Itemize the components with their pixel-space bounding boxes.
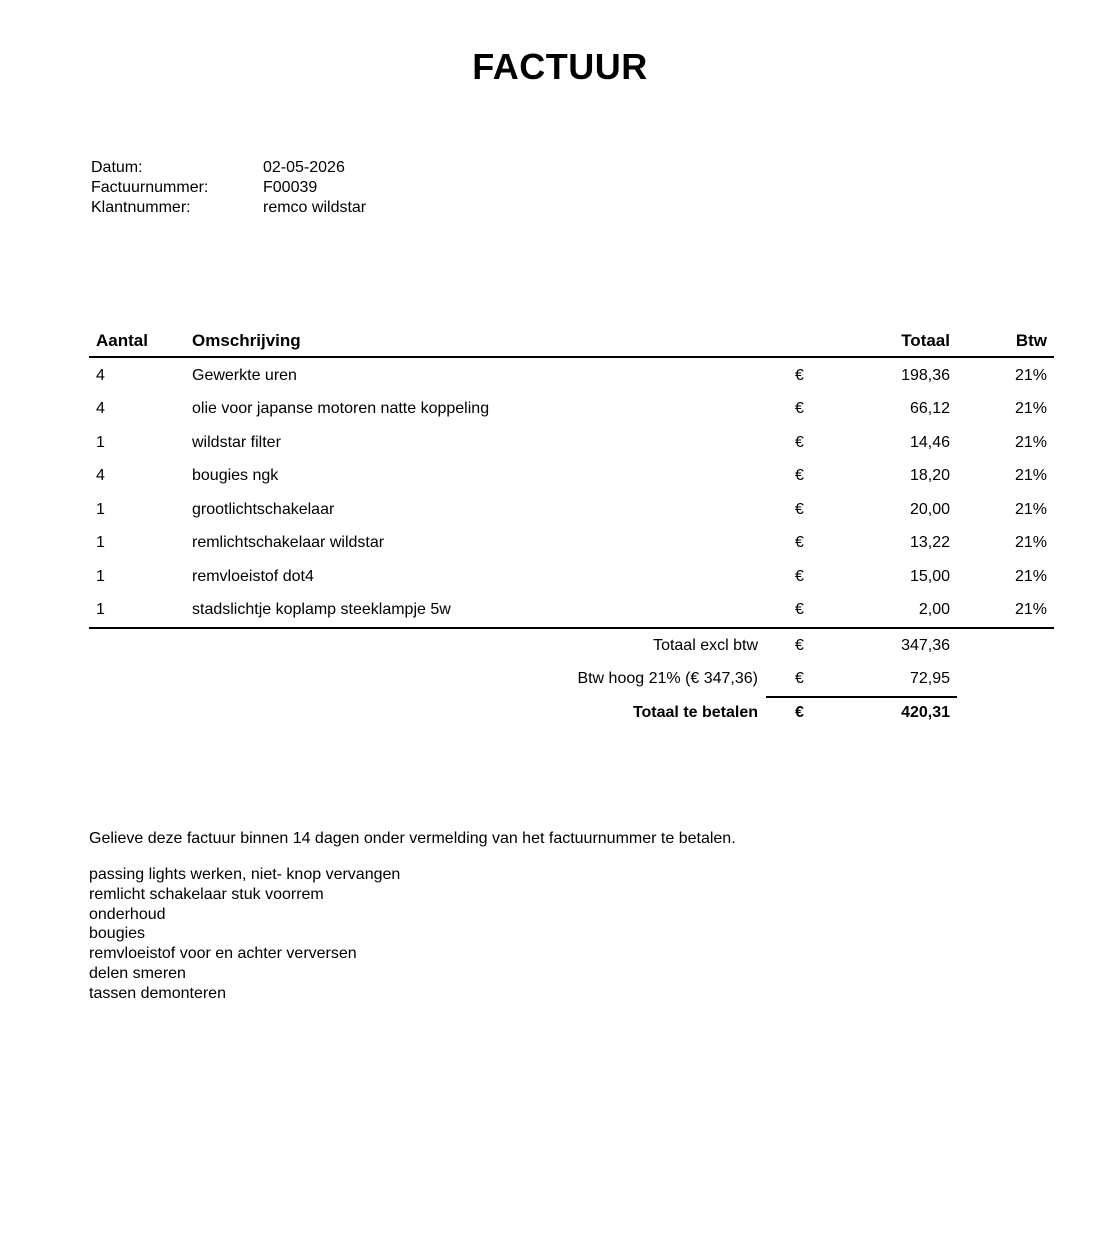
totals-row-final: [89, 696, 1054, 730]
note-line: delen smeren: [89, 964, 186, 982]
item-aantal: 4: [96, 467, 105, 485]
note-line: passing lights werken, niet- knop vervangen: [89, 866, 401, 883]
item-btw: 21%: [1014, 433, 1047, 451]
totaal-excl-label: Totaal excl btw: [653, 636, 758, 654]
item-omschrijving: bougies ngk: [192, 467, 279, 485]
totaal-excl-currency: €: [795, 636, 804, 654]
item-currency: €: [795, 601, 804, 619]
header-totaal: Totaal: [901, 331, 950, 350]
invoice-table: [89, 326, 1054, 730]
table-row: [89, 560, 1054, 594]
header-aantal: Aantal: [96, 331, 148, 350]
table-row: [89, 426, 1054, 460]
invoice-title: FACTUUR: [472, 46, 648, 87]
totals-row-excl: [89, 629, 1054, 663]
item-currency: €: [795, 366, 804, 384]
note-line: remlicht schakelaar stuk voorrem: [89, 885, 324, 903]
totaal-te-betalen-currency: €: [795, 703, 804, 721]
table-row: [89, 393, 1054, 427]
note-line: remvloeistof voor en achter verversen: [89, 945, 357, 963]
item-currency: €: [795, 534, 804, 552]
datum-value: 02-05-2026: [263, 159, 345, 176]
item-omschrijving: Gewerkte uren: [192, 366, 297, 384]
item-btw: 21%: [1014, 500, 1047, 518]
item-omschrijving: remvloeistof dot4: [192, 567, 314, 585]
table-row: [89, 527, 1054, 561]
meta-row-factuurnummer: [91, 178, 366, 198]
item-btw: 21%: [1014, 534, 1047, 552]
note-line: onderhoud: [89, 905, 166, 923]
item-currency: €: [795, 567, 804, 585]
factuurnummer-label: Factuurnummer:: [91, 179, 209, 196]
item-totaal: 14,46: [909, 433, 950, 451]
work-notes: [89, 865, 736, 1004]
item-totaal: 18,20: [909, 467, 950, 485]
item-totaal: 20,00: [909, 500, 950, 518]
invoice-totals: [89, 629, 1054, 730]
item-totaal: 198,36: [901, 366, 950, 384]
datum-label: Datum:: [91, 159, 143, 176]
item-currency: €: [795, 500, 804, 518]
totaal-te-betalen-label: Totaal te betalen: [632, 703, 758, 721]
note-line: tassen demonteren: [89, 984, 226, 1002]
totals-row-btw: [89, 663, 1054, 697]
totaal-te-betalen-value: 420,31: [901, 703, 950, 721]
table-header-row: [89, 326, 1054, 358]
item-totaal: 66,12: [909, 400, 950, 418]
item-currency: €: [795, 433, 804, 451]
item-aantal: 1: [96, 433, 105, 451]
item-aantal: 1: [96, 500, 105, 518]
item-totaal: 2,00: [918, 601, 950, 619]
item-aantal: 1: [96, 567, 105, 585]
item-currency: €: [795, 400, 804, 418]
item-omschrijving: wildstar filter: [192, 433, 281, 451]
meta-row-klantnummer: [91, 198, 366, 218]
item-btw: 21%: [1014, 467, 1047, 485]
klantnummer-label: Klantnummer:: [91, 199, 191, 216]
table-row: [89, 359, 1054, 393]
header-btw: Btw: [1015, 331, 1047, 350]
item-aantal: 4: [96, 366, 105, 384]
item-currency: €: [795, 467, 804, 485]
table-row: [89, 460, 1054, 494]
table-items: [89, 359, 1054, 629]
item-totaal: 15,00: [909, 567, 950, 585]
item-btw: 21%: [1014, 366, 1047, 384]
note-line: bougies: [89, 925, 146, 943]
item-btw: 21%: [1014, 601, 1047, 619]
btw-hoog-currency: €: [795, 670, 804, 688]
table-row: [89, 594, 1054, 628]
factuurnummer-value: F00039: [263, 179, 318, 196]
table-row: [89, 493, 1054, 527]
btw-hoog-value: 72,95: [909, 670, 950, 688]
header-omschrijving: Omschrijving: [192, 331, 301, 350]
item-btw: 21%: [1014, 400, 1047, 418]
invoice-footer: [89, 829, 736, 1004]
item-omschrijving: grootlichtschakelaar: [192, 500, 335, 518]
item-omschrijving: stadslichtje koplamp steeklampje 5w: [192, 601, 451, 619]
item-aantal: 4: [96, 400, 105, 418]
klantnummer-value: remco wildstar: [263, 199, 367, 216]
meta-row-datum: [91, 158, 366, 178]
btw-hoog-label: Btw hoog 21% (€ 347,36): [577, 670, 758, 688]
totaal-excl-value: 347,36: [901, 636, 950, 654]
item-omschrijving: remlichtschakelaar wildstar: [192, 534, 385, 552]
invoice-meta: [91, 158, 366, 218]
item-aantal: 1: [96, 601, 105, 619]
item-omschrijving: olie voor japanse motoren natte koppeling: [192, 400, 490, 418]
payment-note: Gelieve deze factuur binnen 14 dagen onder vermelding van het factuurnummer te betalen.: [89, 830, 736, 847]
item-totaal: 13,22: [909, 534, 950, 552]
item-aantal: 1: [96, 534, 105, 552]
item-btw: 21%: [1014, 567, 1047, 585]
